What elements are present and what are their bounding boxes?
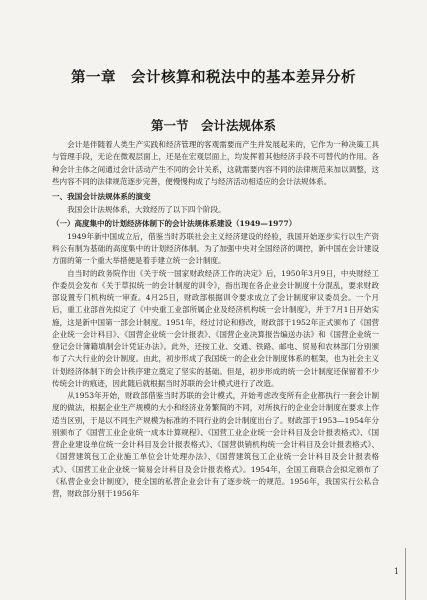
page-edge-line: [405, 548, 406, 600]
section-title: 第一节 会计法规体系: [150, 118, 276, 133]
body-paragraph-2: 自当时的政务院作出《关于统一国家财政经济工作的决定》后，1950年3月9日，中央财经工作委员会发布《关于草拟统一的会计制度的训令》，指出现在各企业会计制度十分混乱，要求财政部设置专门机构统一审查。4月25日，财政部根据训令要求成立了会计制度审议委员会。一个月后，重工业部首先拟定了《中央重工业部所属企业及经济机构统一会计制度》，并于7月1日开始实施，这是新中国第一部会计制度。1951年，经过讨论和修改，财政部于1952年正式颁布了《国营企业统一会计科目》、《国营企业统一会计报表》、《国营企业决算报告编送办法》和《国营企业统一登记会计簿籍填制会计凭证办法》。此外，还按工业、交通、铁路、邮电、贸易和农林部门分别颁布了六大行业的会计制度。由此，初步形成了我国统一的企业会计制度体系的框架，也为社会主义计划经济体制下的会计秩序建立奠定了坚实的基础。但是，初步形成的统一会计制度还保留着不少传统会计的痕迹，因此随后就根据当时苏联的会计模式进行了改造。: [52, 268, 379, 388]
subheading-level1: 一、我国会计法规体系的演变: [52, 192, 151, 201]
body-paragraph-3: 从1953年开始，财政部借鉴当时苏联的会计模式，开始考虑改变所有企业都执行一套会计制度的做法，根据企业生产规模的大小和经济业务繁简的不同，对所执行的企业会计制度在要求上作适当区别，于是以不同生产规模为标准的不同行业的会计制度出台了。财政部于1953—1954年分别颁布了《国营工业企业统一成本计算规程》、《国营工业企业统一会计科目及会计报表格式》、《国营企业建设单位统一会计科目及会计报表格式》、《国营供销机构统一会计科目及会计报表格式》、《国营建筑包工企业施工单位会计处理办法》、《国营建筑包工企业统一会计科目及会计报表格式》、《国营工业企业统一简易会计科目及会计报表格式》。1954年，全国工商联合会拟定颁布了《私营企业会计制度》，使全国的私营企业会计有了逐步统一的规范。1956年，我国实行公私合营，财政部分别于1956年: [52, 391, 379, 498]
subheading-level1-text: 我国会计法规体系，大致经历了以下四个阶段。: [67, 205, 226, 215]
page-body: [52, 139, 379, 500]
body-paragraph-1: 1949年新中国成立后，借鉴当时苏联社会主义经济建设的经验，我国开始逐步实行以生产资料公有制为基础的高度集中的计划经济体制。为了加强中央对全国经济的调控，新中国在会计建设方面的第一个重大举措便是着手建立统一会计制度。: [52, 231, 379, 266]
chapter-title: 第一章 会计核算和税法中的基本差异分析: [71, 70, 356, 86]
page-number: 1: [394, 567, 400, 576]
subheading-level2: （一）高度集中的计划经济体制下的会计法规体系建设（1949—1977）: [52, 218, 297, 228]
intro-paragraph: 会计是伴随着人类生产实践和经济管理的客观需要而产生并发展起来的，它作为一种决策工具与管理手段，无论在微观层面上，还是在宏观层面上，均发挥着其他经济手段不可替代的作用。各种会计主体之间通过会计活动产生不同的会计关系，这就需要内容不同的法律规范来加以调整，这些内容不同的法律规范逐步完善，便慢慢构成了与经济活动相适应的会计法规体系。: [52, 140, 379, 186]
